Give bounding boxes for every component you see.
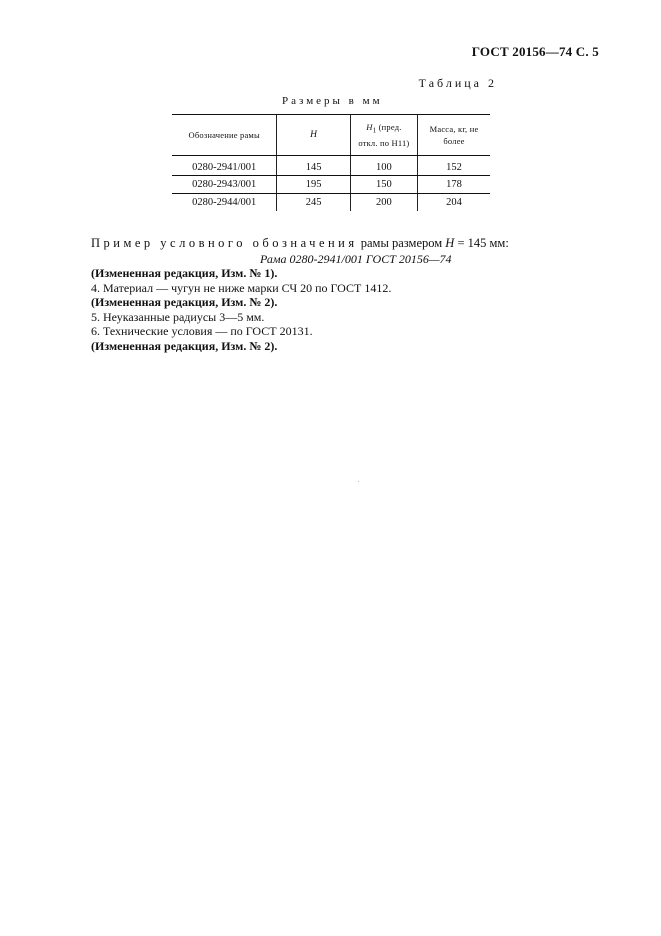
amendment-note: (Измененная редакция, Изм. № 2). [91, 295, 278, 309]
table-row [172, 194, 490, 212]
cell-mass: 152 [418, 156, 490, 176]
cell-h1: 200 [350, 194, 417, 212]
example-designation: Рама 0280-2941/001 ГОСТ 20156—74 [260, 252, 452, 266]
table-caption: Таблица 2 [418, 76, 497, 90]
table-row [172, 176, 490, 194]
amendment-note: (Измененная редакция, Изм. № 2). [91, 338, 278, 353]
radii-note: 5. Неуказанные радиусы 3—5 мм. [91, 309, 265, 324]
scan-speck [358, 481, 359, 482]
table-header-row [172, 115, 490, 156]
example-text-before: рамы размером [357, 236, 446, 250]
cell-h1: 150 [350, 176, 417, 194]
col-header-mass: Масса, кг, не более [418, 115, 490, 156]
amendment-note: (Измененная редакция, Изм. № 1). [91, 266, 278, 280]
table-row [172, 156, 490, 176]
material-note: 4. Материал — чугун не ниже марки СЧ 20 по ГОСТ 1412. [91, 280, 392, 295]
example-variable: H [445, 236, 455, 250]
example-lead: Пример условного обозначения [91, 236, 358, 250]
notes-block [91, 266, 391, 353]
designation-example-line [91, 236, 509, 251]
cell-designation: 0280-2941/001 [172, 156, 277, 176]
col-header-designation: Обозначение рамы [172, 115, 277, 156]
cell-h: 145 [277, 156, 350, 176]
cell-h1: 100 [350, 156, 417, 176]
cell-h: 195 [277, 176, 350, 194]
col-header-h1: $H_1$ (пред. откл. по H11) [350, 115, 417, 156]
cell-h: 245 [277, 194, 350, 212]
example-text-after: = 145 мм: [454, 236, 509, 250]
cell-designation: 0280-2944/001 [192, 197, 257, 208]
dimensions-note: Размеры в мм [282, 95, 383, 107]
cell-mass: 178 [418, 176, 490, 194]
cell-designation: 0280-2943/001 [172, 176, 277, 194]
cell-mass: 204 [418, 194, 490, 212]
frame-dimensions-table [172, 114, 490, 211]
page-header: ГОСТ 20156—74 С. 5 [471, 44, 599, 59]
col-header-h: H [277, 115, 350, 156]
technical-conditions-note: 6. Технические условия — по ГОСТ 20131. [91, 324, 313, 338]
